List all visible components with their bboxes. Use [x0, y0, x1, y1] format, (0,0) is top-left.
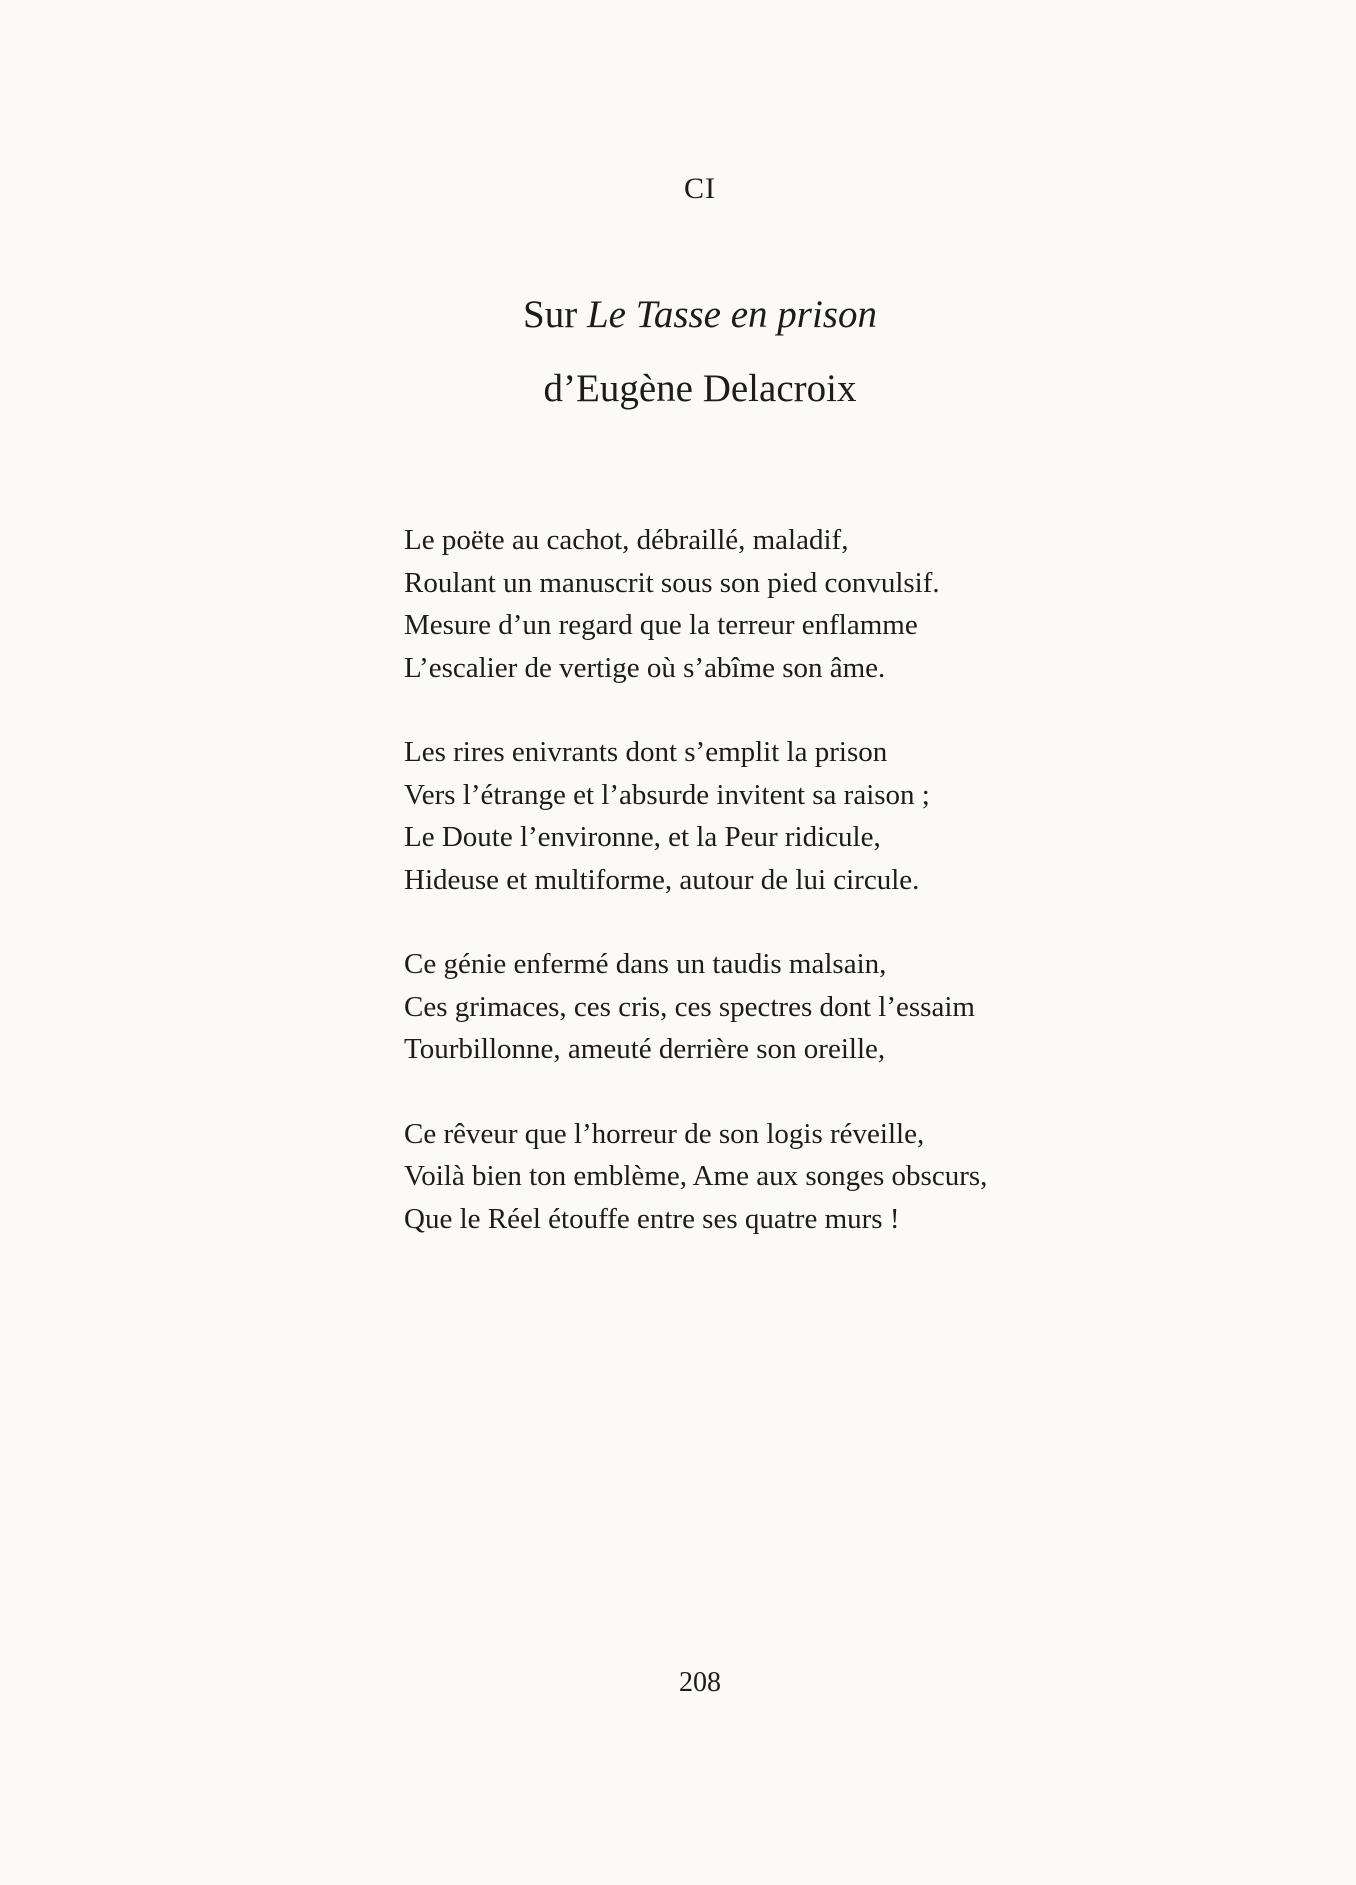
verse: Ces grimaces, ces cris, ces spectres dont l’essaim: [404, 990, 975, 1023]
verse: Le Doute l’environne, et la Peur ridicule,: [404, 821, 881, 853]
verse: Que le Réel étouffe entre ses quatre murs !: [404, 1202, 900, 1235]
verse: Mesure d’un regard que la terreur enflamme: [404, 609, 918, 641]
poem-body: [404, 519, 1124, 1240]
verse: L’escalier de vertige où s’abîme son âme.: [404, 651, 886, 684]
verse: Roulant un manuscrit sous son pied convulsif.: [404, 566, 940, 599]
poem-title: [0, 278, 1356, 426]
verse: Tourbillonne, ameuté derrière son oreille,: [404, 1033, 886, 1065]
verse: Le poëte au cachot, débraillé, maladif,: [404, 524, 849, 556]
title-line-2: d’Eugène Delacroix: [543, 367, 857, 410]
verse: Ce génie enfermé dans un taudis malsain,: [404, 948, 887, 980]
verse: Hideuse et multiforme, autour de lui circule.: [404, 863, 920, 896]
verse: Les rires enivrants dont s’emplit la prison: [404, 736, 888, 768]
stanza-4: [404, 1113, 1124, 1241]
stanza-2: [404, 731, 1124, 901]
verse: Voilà bien ton emblème, Ame aux songes obscurs,: [404, 1160, 988, 1192]
verse: Vers l’étrange et l’absurde invitent sa raison ;: [404, 778, 930, 811]
title-italic: Le Tasse en prison: [586, 293, 877, 336]
page-number: 208: [679, 1667, 721, 1698]
verse: Ce rêveur que l’horreur de son logis réveille,: [404, 1117, 925, 1150]
title-line-1: [0, 278, 1356, 352]
title-prefix: Sur: [523, 293, 587, 336]
stanza-1: [404, 519, 1124, 689]
stanza-3: [404, 943, 1124, 1071]
poem-number: CI: [684, 172, 716, 205]
